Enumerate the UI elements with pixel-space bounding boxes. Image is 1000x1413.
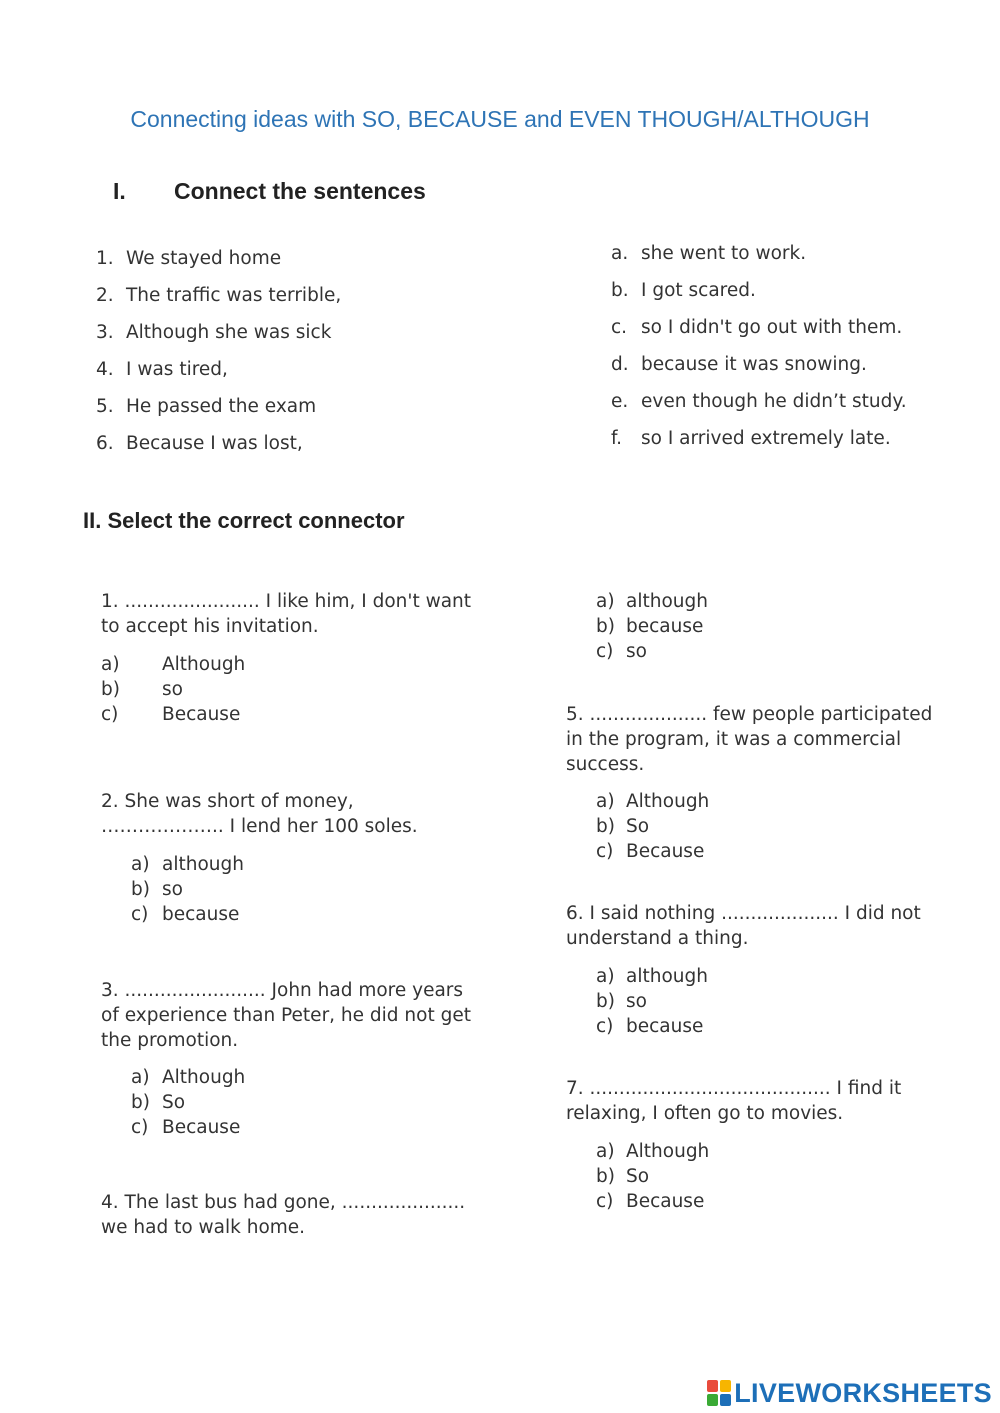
question-7-option-a[interactable]: a) Although: [596, 1141, 710, 1162]
question-2-option-a[interactable]: a) although: [131, 854, 244, 875]
logo-text: LIVEWORKSHEETS: [734, 1377, 992, 1408]
match-left-item: 4. I was tired,: [96, 359, 228, 380]
question-4: 4. The last bus had gone, ..................... we had to walk home.: [101, 1192, 466, 1238]
question-5-option-b[interactable]: b) So: [596, 816, 650, 837]
match-right-item: f. so I arrived extremely late.: [611, 428, 891, 449]
section-1-number: I.: [113, 178, 126, 204]
question-6-option-b[interactable]: b) so: [596, 991, 647, 1012]
question-6-option-a[interactable]: a) although: [596, 966, 708, 987]
match-left-item: 6. Because I was lost,: [96, 433, 303, 454]
question-3: 3. ........................ John had more years of experience than Peter, he did not get the promotion.: [101, 980, 471, 1051]
question-6-option-c[interactable]: c) because: [596, 1016, 704, 1037]
question-5: 5. .................... few people participated in the program, it was a commercial success.: [566, 704, 933, 775]
question-5-option-a[interactable]: a) Although: [596, 791, 710, 812]
question-1-option-a[interactable]: a) Although: [101, 654, 246, 675]
match-right-item: a. she went to work.: [611, 243, 807, 264]
section-2-heading: II. Select the correct connector: [83, 508, 405, 533]
question-7-option-c[interactable]: c) Because: [596, 1191, 705, 1212]
question-1-option-c[interactable]: c) Because: [101, 704, 241, 725]
question-1: 1. ....................... I like him, I don't want to accept his invitation.: [101, 591, 472, 637]
match-left-item: 1. We stayed home: [96, 248, 282, 269]
question-6: 6. I said nothing .................... I did not understand a thing.: [566, 903, 921, 949]
question-2-option-c[interactable]: c) because: [131, 904, 240, 925]
question-3-option-b[interactable]: b) So: [131, 1092, 186, 1113]
liveworksheets-logo: [707, 1376, 992, 1410]
logo-blocks-icon: [707, 1380, 731, 1406]
question-2-option-b[interactable]: b) so: [131, 879, 183, 900]
question-3-option-c[interactable]: c) Because: [131, 1117, 241, 1138]
match-left-item: 3. Although she was sick: [96, 322, 332, 343]
match-left-item: 5. He passed the exam: [96, 396, 317, 417]
question-2: 2. She was short of money, ……………….. I lend her 100 soles.: [101, 791, 418, 837]
match-right-item: d. because it was snowing.: [611, 354, 867, 375]
question-4-option-c[interactable]: c) so: [596, 641, 647, 662]
match-right-item: b. I got scared.: [611, 280, 756, 301]
logo-block: [720, 1394, 731, 1406]
logo-block: [720, 1380, 731, 1392]
question-1-option-b[interactable]: b) so: [101, 679, 183, 700]
match-right-item: c. so I didn't go out with them.: [611, 317, 903, 338]
question-3-option-a[interactable]: a) Although: [131, 1067, 246, 1088]
logo-block: [707, 1394, 718, 1406]
section-1-heading: Connect the sentences: [174, 178, 426, 204]
worksheet-title: Connecting ideas with SO, BECAUSE and EVEN THOUGH/ALTHOUGH: [130, 106, 870, 132]
logo-block: [707, 1380, 718, 1392]
question-4-option-b[interactable]: b) because: [596, 616, 704, 637]
match-left-item: 2. The traffic was terrible,: [96, 285, 342, 306]
question-7: 7. ......................................... I find it relaxing, I often go to movies.: [566, 1078, 902, 1124]
question-4-option-a[interactable]: a) although: [596, 591, 708, 612]
question-5-option-c[interactable]: c) Because: [596, 841, 705, 862]
question-7-option-b[interactable]: b) So: [596, 1166, 650, 1187]
match-right-item: e. even though he didn’t study.: [611, 391, 907, 412]
